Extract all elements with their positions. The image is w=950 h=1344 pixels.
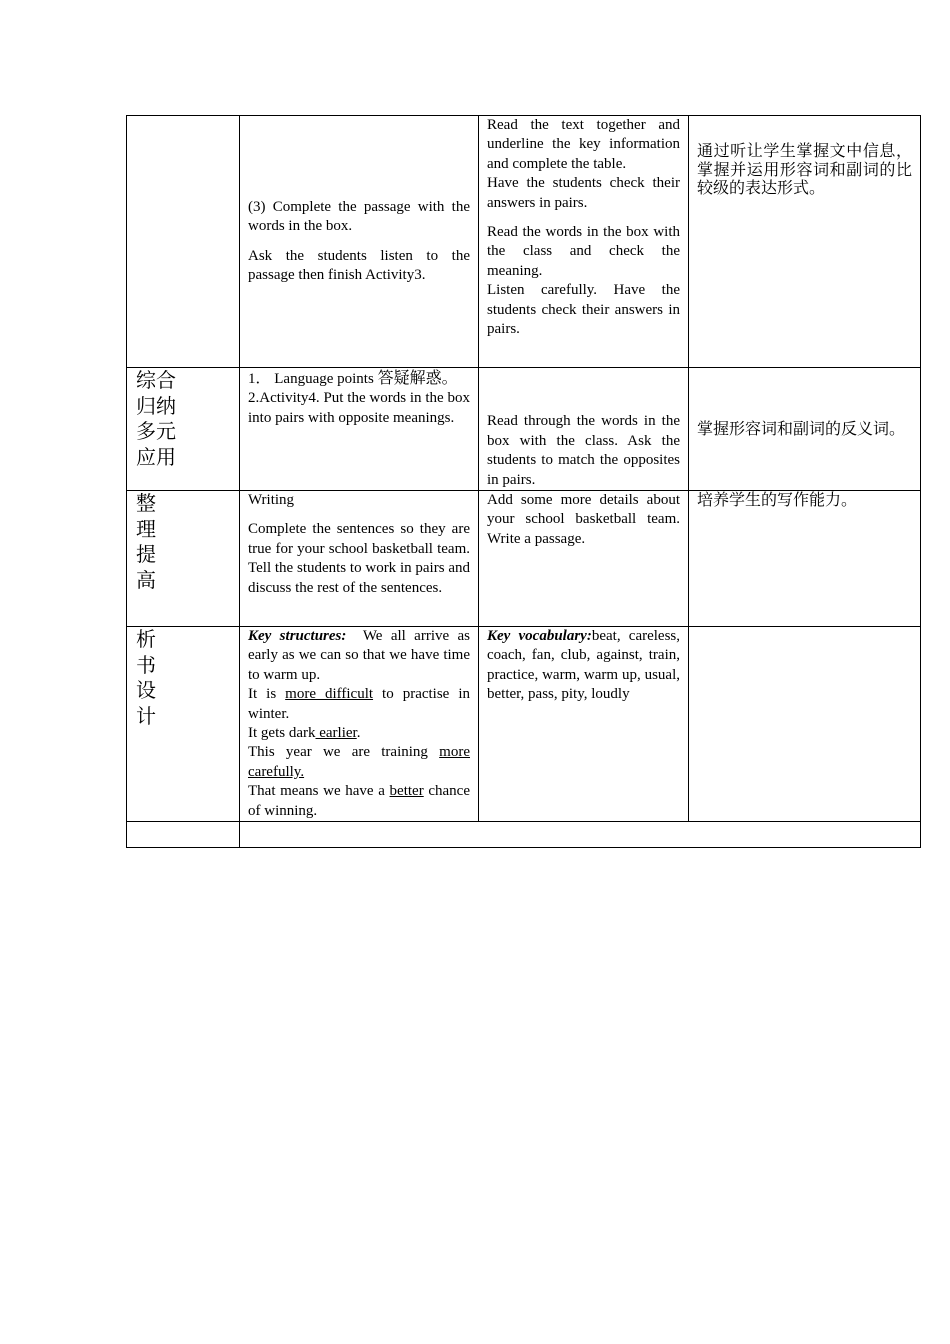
teacher-text: Add some more details about your school basketball team. Write a passage. [487, 492, 680, 547]
stage-label: 提 [136, 542, 156, 566]
stage-label: 应用 [136, 444, 176, 469]
teacher-text: Have the students check their answers in pairs. [487, 175, 680, 211]
stage-cell [127, 627, 240, 822]
structure-sentence: It gets dark earlier. [248, 725, 361, 742]
purpose-text: 通过听让学生掌握文中信息，掌握并运用形容词和副词的比较级的表达形式。 [697, 141, 912, 198]
teacher-activity-cell [479, 116, 689, 368]
purpose-cell [689, 627, 921, 822]
purpose-cell [689, 491, 921, 627]
stage-label: 计 [136, 703, 156, 728]
stage-label: 书 [136, 652, 156, 677]
activity-text-cn: 答疑解惑。 [377, 368, 458, 387]
stage-label: 设 [136, 678, 156, 702]
stage-label: 高 [136, 567, 156, 592]
key-vocabulary-label: Key vocabulary: [487, 628, 592, 644]
purpose-text: 培养学生的写作能力。 [697, 490, 858, 509]
teacher-activity-cell [479, 491, 689, 627]
table-row [127, 627, 921, 822]
student-activity-cell [240, 491, 479, 627]
vocabulary-words: beat, careless, coach, fan, club, against, train, practice, warm, warm up, usual, better, pass, pity, loudly [487, 628, 680, 703]
teacher-text: Read the text together and underline the key information and complete the table. [487, 117, 680, 172]
teacher-text: Read the words in the box with the class and check the meaning. [487, 224, 680, 279]
key-vocabulary-cell [479, 627, 689, 822]
activity-text: (3) Complete the passage with the words in the box. [248, 198, 470, 235]
structure-sentence: It is more difficult to practise in winter. [248, 686, 471, 722]
activity-title: Writing [248, 492, 295, 508]
key-structures-label: Key structures: [248, 628, 347, 644]
lesson-plan-table [126, 115, 921, 848]
stage-cell [127, 822, 240, 848]
stage-label: 多元 [136, 419, 176, 443]
structure-sentence: That means we have a better chance of winning. [248, 783, 470, 819]
table-row [127, 822, 921, 848]
merged-cell [240, 822, 921, 848]
student-activity-cell [240, 368, 479, 491]
purpose-cell [689, 116, 921, 368]
table-row [127, 368, 921, 491]
table-row [127, 116, 921, 368]
stage-label: 析 [136, 627, 156, 651]
stage-label: 理 [136, 516, 156, 541]
stage-cell [127, 368, 240, 491]
student-activity-cell [240, 116, 479, 368]
activity-text: Ask the students listen to the passage then finish Activity3. [248, 247, 470, 283]
activity-text: 1． Language points [248, 371, 374, 387]
purpose-cell [689, 368, 921, 491]
structure-sentence: We all arrive as early as we can so that we have time to warm up. [248, 628, 471, 683]
table-row [127, 491, 921, 627]
key-structures-cell [240, 627, 479, 822]
teacher-text: Read through the words in the box with the class. Ask the students to match the opposites in pairs. [487, 413, 680, 488]
activity-text: Complete the sentences so they are true for your school basketball team. Tell the students to work in pairs and discuss the rest of the sentences. [248, 521, 470, 596]
structure-sentence: This year we are training more carefully. [248, 744, 470, 780]
stage-label: 整 [136, 491, 156, 515]
teacher-text: Listen carefully. Have the students check their answers in pairs. [487, 282, 680, 338]
activity-text: 2.Activity4. Put the words in the box into pairs with opposite meanings. [248, 390, 470, 426]
stage-cell [127, 116, 240, 368]
stage-label: 综合 [136, 368, 176, 392]
stage-cell [127, 491, 240, 627]
teacher-activity-cell [479, 368, 689, 491]
stage-label: 归纳 [136, 393, 176, 418]
purpose-text: 掌握形容词和副词的反义词。 [697, 418, 906, 438]
